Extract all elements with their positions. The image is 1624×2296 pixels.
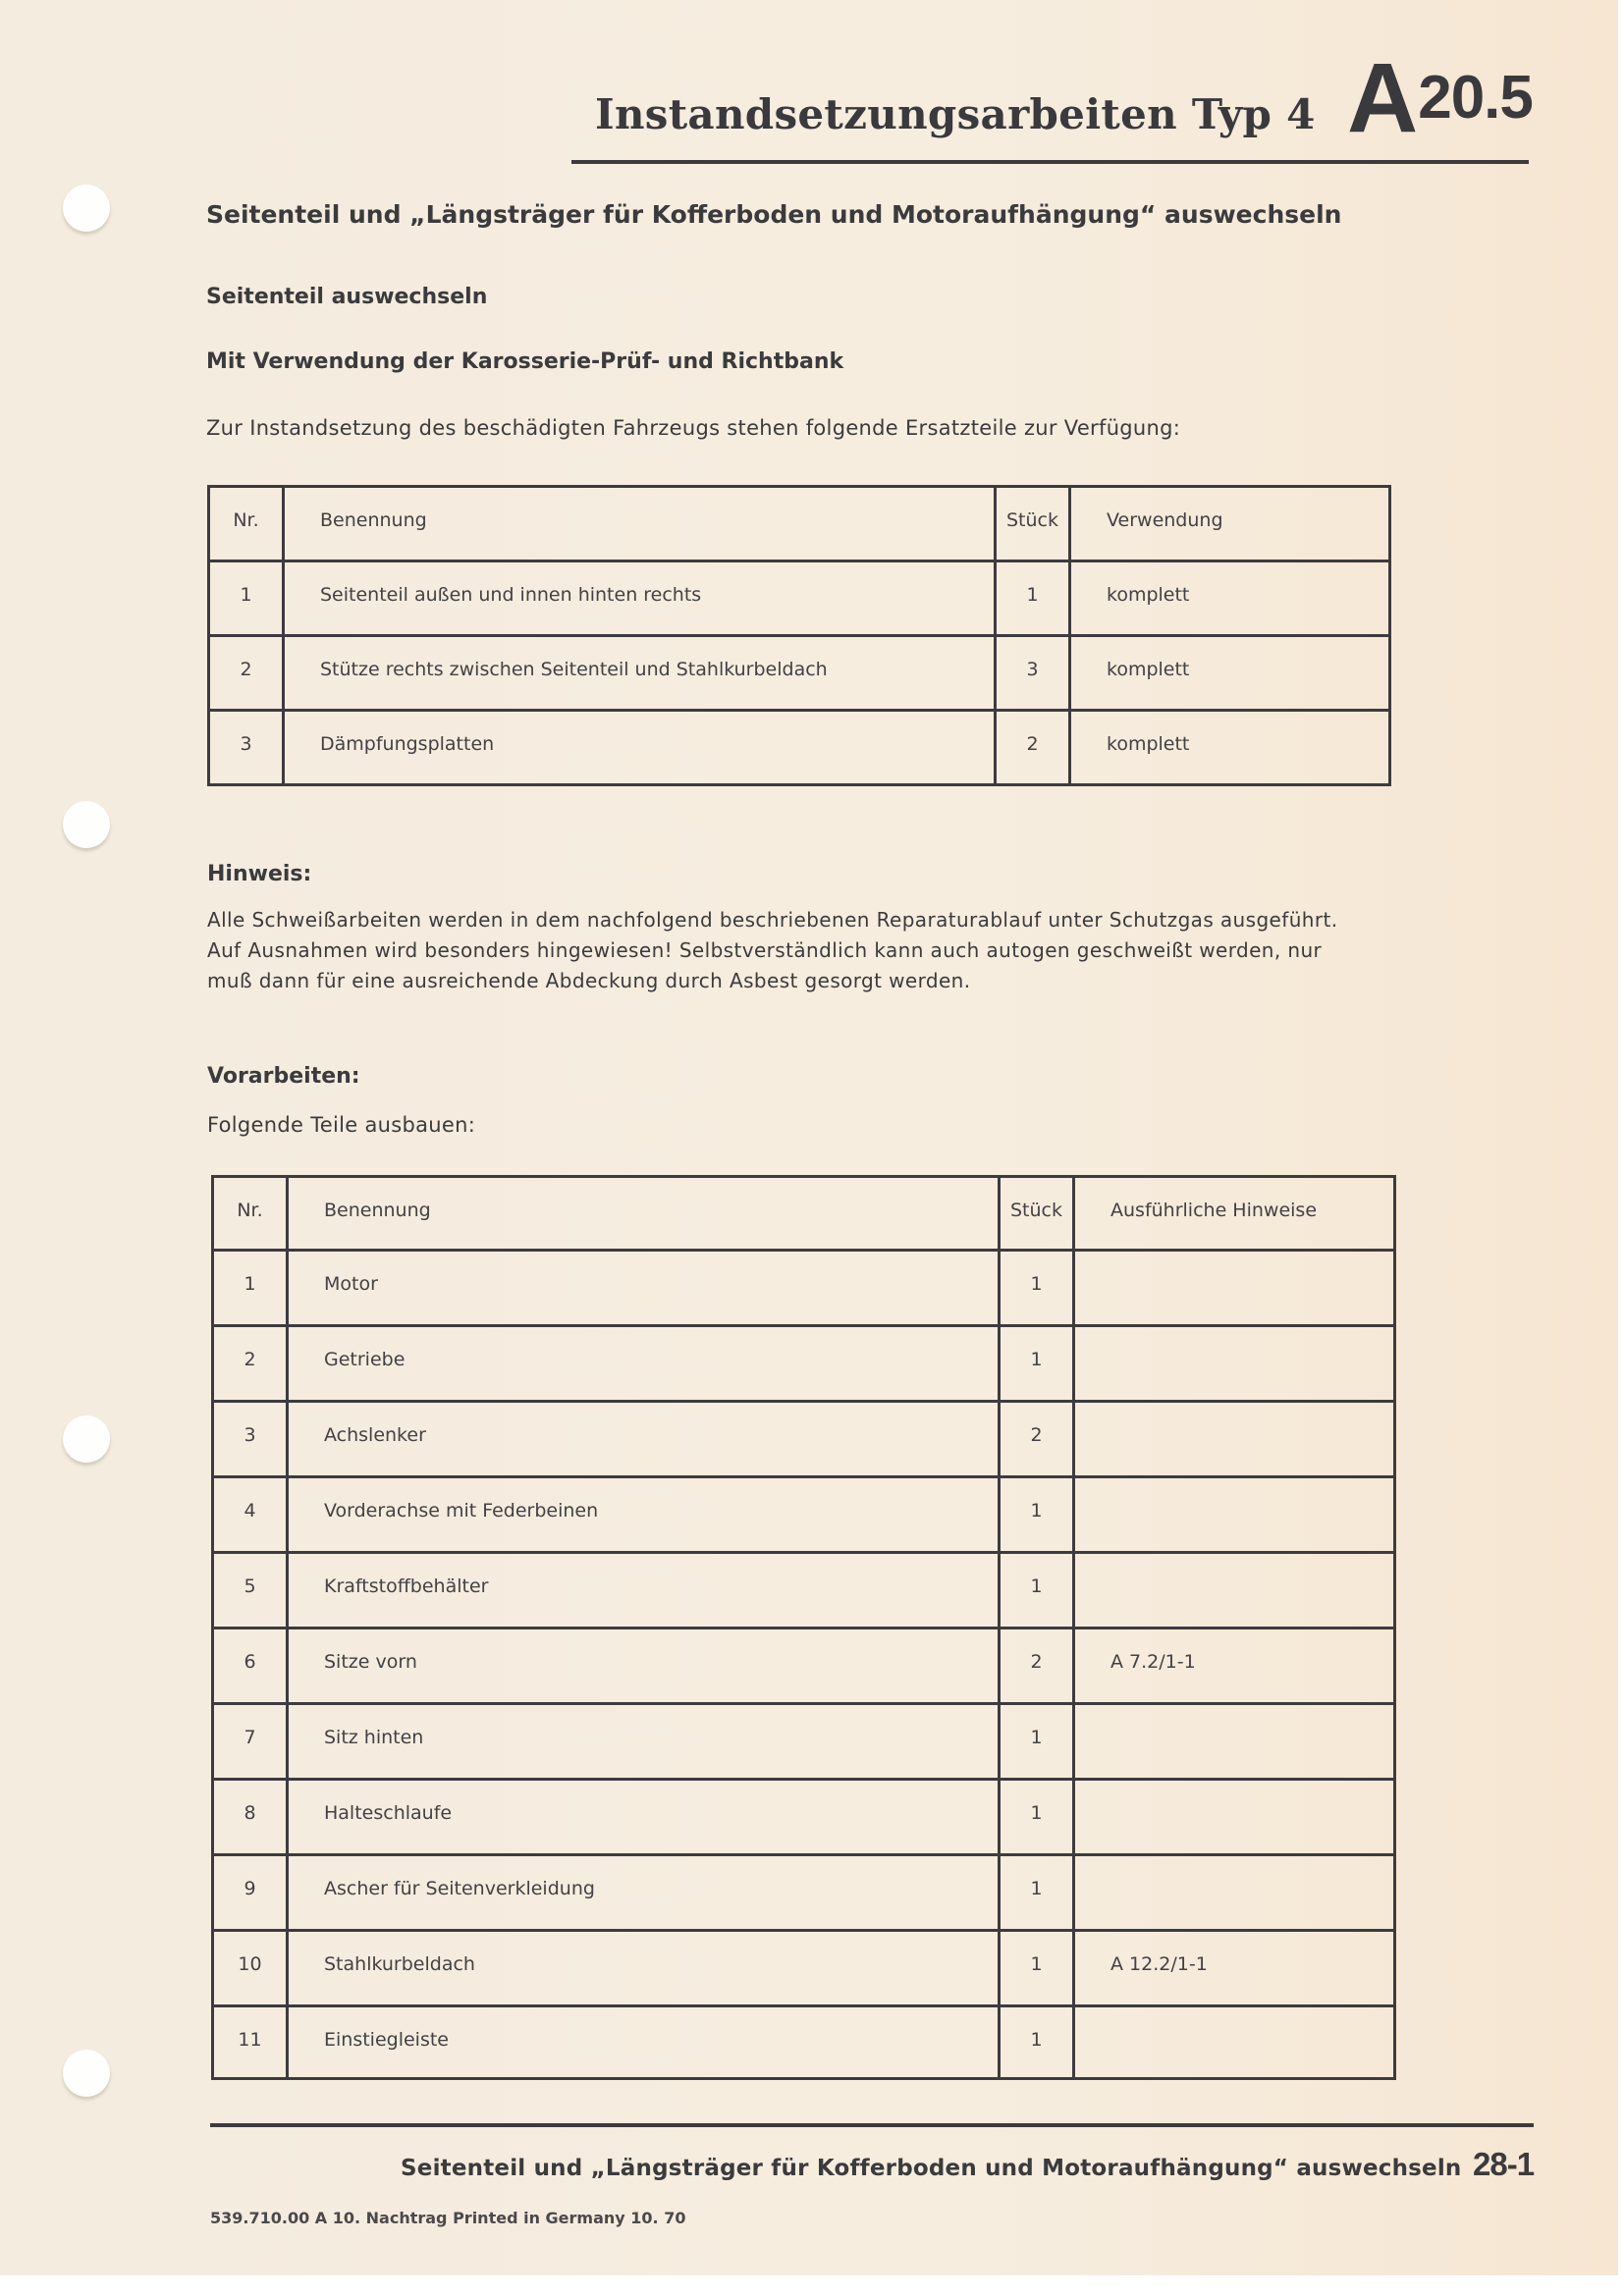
table-header-row <box>213 1177 1395 1251</box>
cell-qty: 1 <box>1000 1780 1074 1855</box>
punch-hole <box>63 185 110 232</box>
cell-qty: 1 <box>996 561 1070 636</box>
cell-qty: 3 <box>996 636 1070 711</box>
table-row <box>213 1251 1395 1326</box>
cell-nr: 5 <box>213 1553 288 1629</box>
section-code <box>1347 43 1533 153</box>
cell-use: komplett <box>1070 711 1390 785</box>
table-row <box>213 2006 1395 2079</box>
footer-title: Seitenteil und „Längsträger für Kofferboden und Motoraufhängung“ auswechseln <box>401 2156 1462 2181</box>
header-title: Instandsetzungsarbeiten Typ 4 <box>595 90 1316 138</box>
cell-nr: 10 <box>213 1931 288 2006</box>
header-rule <box>571 160 1529 164</box>
section-number: 20.5 <box>1418 64 1533 132</box>
col-header-qty: Stück <box>1000 1177 1074 1251</box>
cell-name: Sitz hinten <box>288 1704 1000 1780</box>
col-header-ref: Ausführliche Hinweise <box>1074 1177 1395 1251</box>
col-header-qty: Stück <box>996 487 1070 561</box>
cell-nr: 3 <box>213 1402 288 1477</box>
cell-ref <box>1074 1477 1395 1553</box>
table-row <box>209 636 1390 711</box>
cell-name: Stütze rechts zwischen Seitenteil und Stahlkurbeldach <box>284 636 996 711</box>
cell-use: komplett <box>1070 561 1390 636</box>
table-row <box>213 1931 1395 2006</box>
cell-ref <box>1074 1402 1395 1477</box>
punch-hole <box>63 2050 110 2097</box>
cell-nr: 4 <box>213 1477 288 1553</box>
table-row <box>209 561 1390 636</box>
table-row <box>213 1855 1395 1931</box>
cell-ref <box>1074 2006 1395 2079</box>
cell-nr: 11 <box>213 2006 288 2079</box>
cell-nr: 9 <box>213 1855 288 1931</box>
cell-name: Sitze vorn <box>288 1629 1000 1704</box>
col-header-use: Verwendung <box>1070 487 1390 561</box>
table-row <box>213 1477 1395 1553</box>
cell-qty: 1 <box>1000 1704 1074 1780</box>
cell-name: Motor <box>288 1251 1000 1326</box>
cell-qty: 2 <box>996 711 1070 785</box>
print-code: 539.710.00 A 10. Nachtrag Printed in Germany 10. 70 <box>210 2209 686 2227</box>
cell-name: Dämpfungsplatten <box>284 711 996 785</box>
cell-qty: 1 <box>1000 1855 1074 1931</box>
cell-qty: 1 <box>1000 1477 1074 1553</box>
cell-name: Stahlkurbeldach <box>288 1931 1000 2006</box>
note-line: Alle Schweißarbeiten werden in dem nachfolgend beschriebenen Reparaturablauf unter Schutzgas ausgeführt. <box>207 908 1338 932</box>
cell-name: Kraftstoffbehälter <box>288 1553 1000 1629</box>
prep-heading: Vorarbeiten: <box>207 1064 360 1089</box>
table-row <box>213 1402 1395 1477</box>
cell-name: Vorderachse mit Federbeinen <box>288 1477 1000 1553</box>
cell-qty: 1 <box>1000 1553 1074 1629</box>
cell-nr: 2 <box>213 1326 288 1402</box>
cell-name: Ascher für Seitenverkleidung <box>288 1855 1000 1931</box>
prep-intro: Folgende Teile ausbauen: <box>207 1113 476 1137</box>
table-row <box>213 1704 1395 1780</box>
punch-hole <box>63 801 110 848</box>
cell-name: Halteschlaufe <box>288 1780 1000 1855</box>
subtitle-method: Mit Verwendung der Karosserie-Prüf- und Richtbank <box>206 349 844 374</box>
cell-nr: 2 <box>209 636 284 711</box>
table-row <box>213 1326 1395 1402</box>
cell-qty: 1 <box>1000 1326 1074 1402</box>
note-heading: Hinweis: <box>207 862 312 886</box>
cell-ref: A 7.2/1-1 <box>1074 1629 1395 1704</box>
table-row <box>213 1553 1395 1629</box>
cell-name: Einstiegleiste <box>288 2006 1000 2079</box>
cell-nr: 7 <box>213 1704 288 1780</box>
punch-hole <box>63 1415 110 1463</box>
cell-name: Achslenker <box>288 1402 1000 1477</box>
table-row <box>213 1780 1395 1855</box>
col-header-name: Benennung <box>288 1177 1000 1251</box>
section-letter: A <box>1347 43 1419 153</box>
cell-qty: 1 <box>1000 1931 1074 2006</box>
page-number: 28-1 <box>1473 2146 1535 2182</box>
table-row <box>213 1629 1395 1704</box>
cell-nr: 3 <box>209 711 284 785</box>
cell-nr: 1 <box>213 1251 288 1326</box>
table-row <box>209 711 1390 785</box>
cell-qty: 1 <box>1000 2006 1074 2079</box>
cell-nr: 1 <box>209 561 284 636</box>
cell-qty: 2 <box>1000 1402 1074 1477</box>
parts-table <box>207 485 1391 786</box>
cell-ref <box>1074 1251 1395 1326</box>
intro-text: Zur Instandsetzung des beschädigten Fahrzeugs stehen folgende Ersatzteile zur Verfügung: <box>206 416 1181 440</box>
cell-ref <box>1074 1553 1395 1629</box>
table-header-row <box>209 487 1390 561</box>
subtitle: Seitenteil auswechseln <box>206 285 488 309</box>
cell-ref: A 12.2/1-1 <box>1074 1931 1395 2006</box>
cell-ref <box>1074 1780 1395 1855</box>
cell-ref <box>1074 1704 1395 1780</box>
cell-ref <box>1074 1855 1395 1931</box>
cell-use: komplett <box>1070 636 1390 711</box>
cell-name: Seitenteil außen und innen hinten rechts <box>284 561 996 636</box>
note-line: muß dann für eine ausreichende Abdeckung durch Asbest gesorgt werden. <box>207 969 971 992</box>
col-header-name: Benennung <box>284 487 996 561</box>
cell-nr: 6 <box>213 1629 288 1704</box>
cell-nr: 8 <box>213 1780 288 1855</box>
cell-qty: 1 <box>1000 1251 1074 1326</box>
col-header-nr: Nr. <box>209 487 284 561</box>
col-header-nr: Nr. <box>213 1177 288 1251</box>
cell-name: Getriebe <box>288 1326 1000 1402</box>
footer-rule <box>210 2123 1534 2127</box>
cell-ref <box>1074 1326 1395 1402</box>
removal-table <box>211 1175 1396 2080</box>
note-line: Auf Ausnahmen wird besonders hingewiesen! Selbstverständlich kann auch autogen geschweißt werden, nur <box>207 938 1323 962</box>
main-title: Seitenteil und „Längsträger für Kofferboden und Motoraufhängung“ auswechseln <box>206 200 1342 229</box>
cell-qty: 2 <box>1000 1629 1074 1704</box>
